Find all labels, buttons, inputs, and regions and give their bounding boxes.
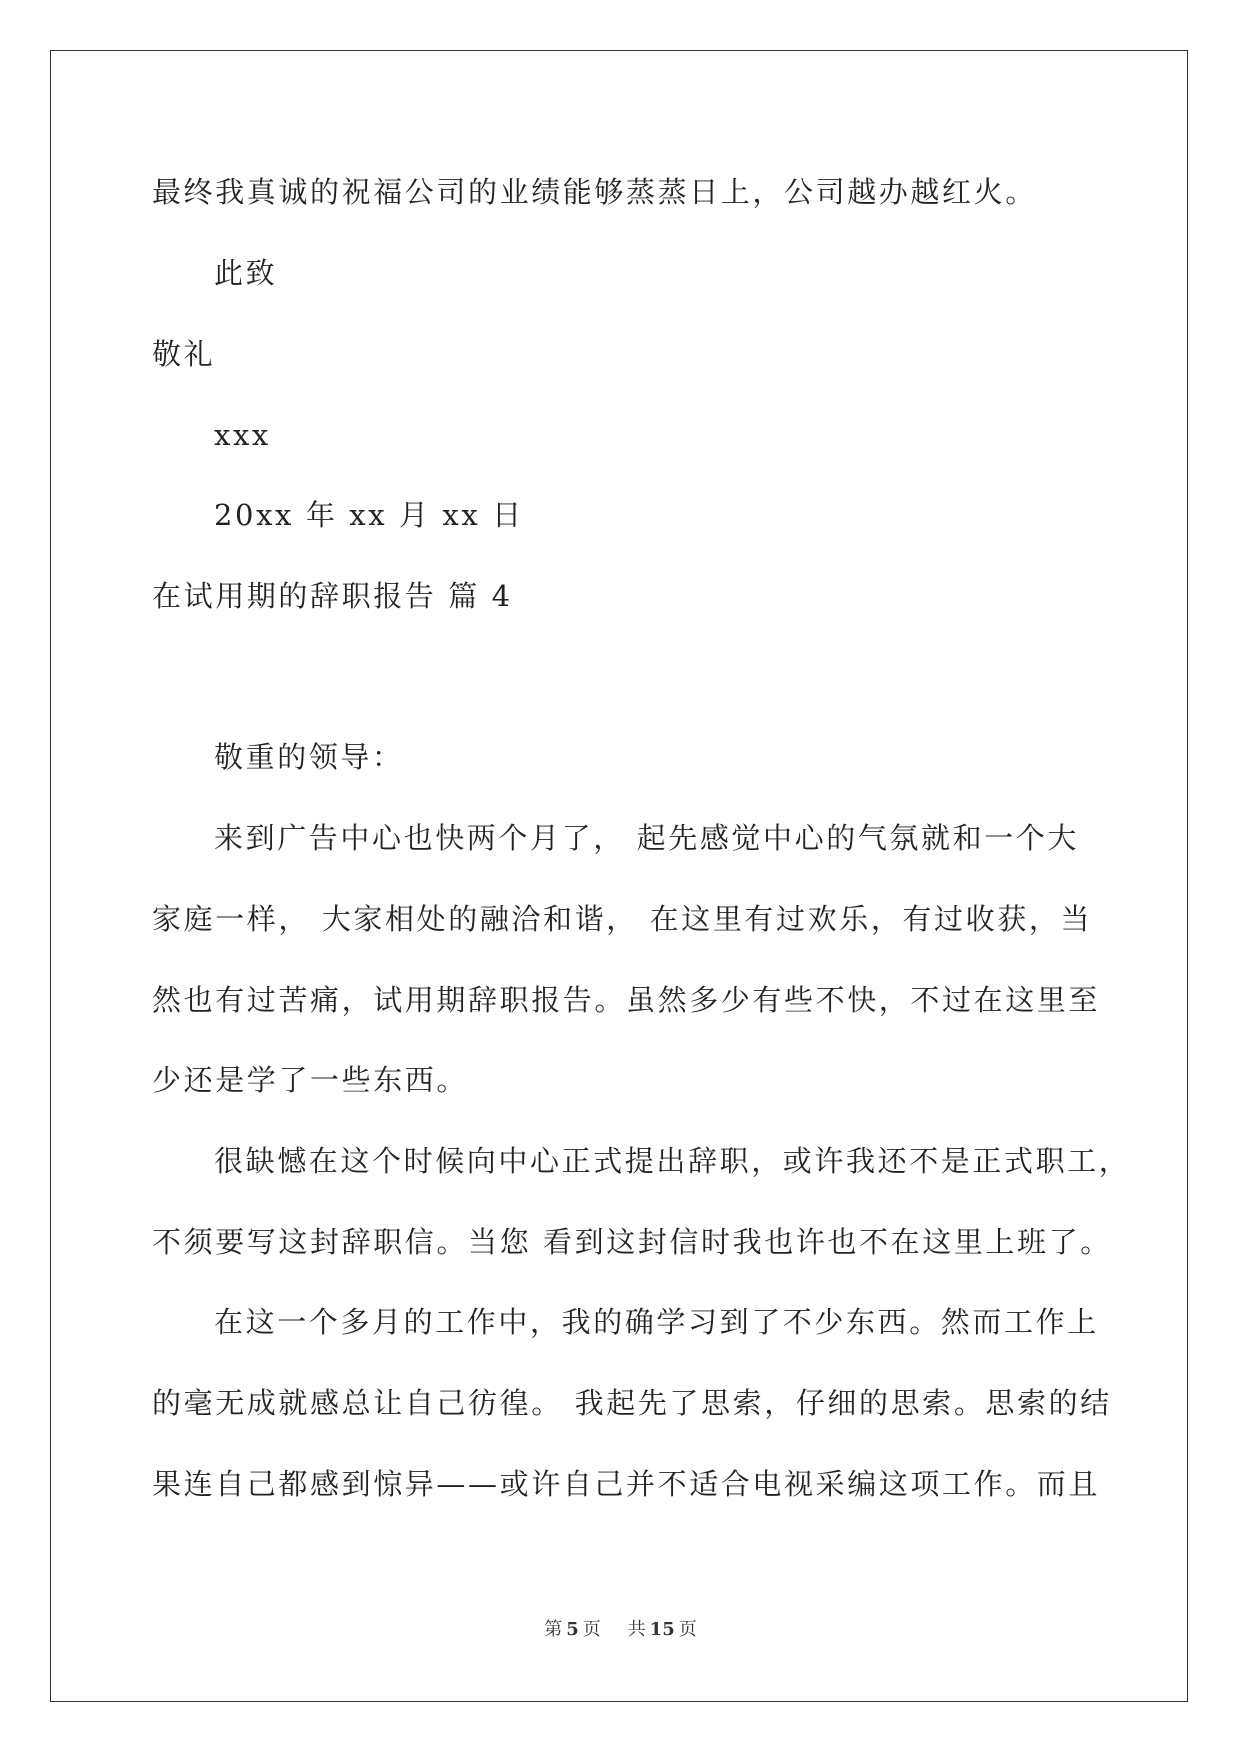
closing-line: 敬礼 — [152, 337, 216, 371]
current-page-number: 5 — [566, 1619, 579, 1640]
section-heading: 在试用期的辞职报告 篇 4 — [152, 579, 513, 613]
salutation-line: 此致 — [214, 256, 278, 290]
page-border — [50, 50, 1188, 1702]
signature-date: 20xx 年 xx 月 xx 日 — [214, 498, 524, 532]
total-pages-number: 15 — [649, 1619, 675, 1640]
paragraph-line: 不须要写这封辞职信。当您 看到这封信时我也许也不在这里上班了。 — [152, 1225, 1112, 1259]
signature-name: xxx — [214, 418, 271, 452]
paragraph-line: 然也有过苦痛，试用期辞职报告。虽然多少有些不快，不过在这里至 — [152, 983, 1101, 1017]
footer-total-suffix: 页 — [678, 1619, 697, 1640]
footer-prefix: 第 — [544, 1619, 563, 1640]
paragraph-line: 的毫无成就感总让自己彷徨。 我起先了思索，仔细的思索。思索的结 — [152, 1386, 1112, 1420]
text-line: 最终我真诚的祝福公司的业绩能够蒸蒸日上，公司越办越红火。 — [152, 175, 1037, 209]
greeting-line: 敬重的领导： — [214, 740, 404, 774]
paragraph-line: 来到广告中心也快两个月了， 起先感觉中心的气氛就和一个大 — [214, 821, 1080, 855]
paragraph-line: 家庭一样， 大家相处的融洽和谐， 在这里有过欢乐，有过收获，当 — [152, 902, 1093, 936]
paragraph-line: 果连自己都感到惊异——或许自己并不适合电视采编这项工作。而且 — [152, 1467, 1101, 1501]
paragraph-line: 少还是学了一些东西。 — [152, 1063, 469, 1097]
paragraph-line: 很缺憾在这个时候向中心正式提出辞职，或许我还不是正式职工， — [214, 1144, 1131, 1178]
footer-page-word: 页 — [582, 1619, 601, 1640]
page-footer — [0, 1615, 1241, 1641]
footer-total-prefix: 共 — [627, 1619, 646, 1640]
paragraph-line: 在这一个多月的工作中，我的确学习到了不少东西。然而工作上 — [214, 1305, 1099, 1339]
